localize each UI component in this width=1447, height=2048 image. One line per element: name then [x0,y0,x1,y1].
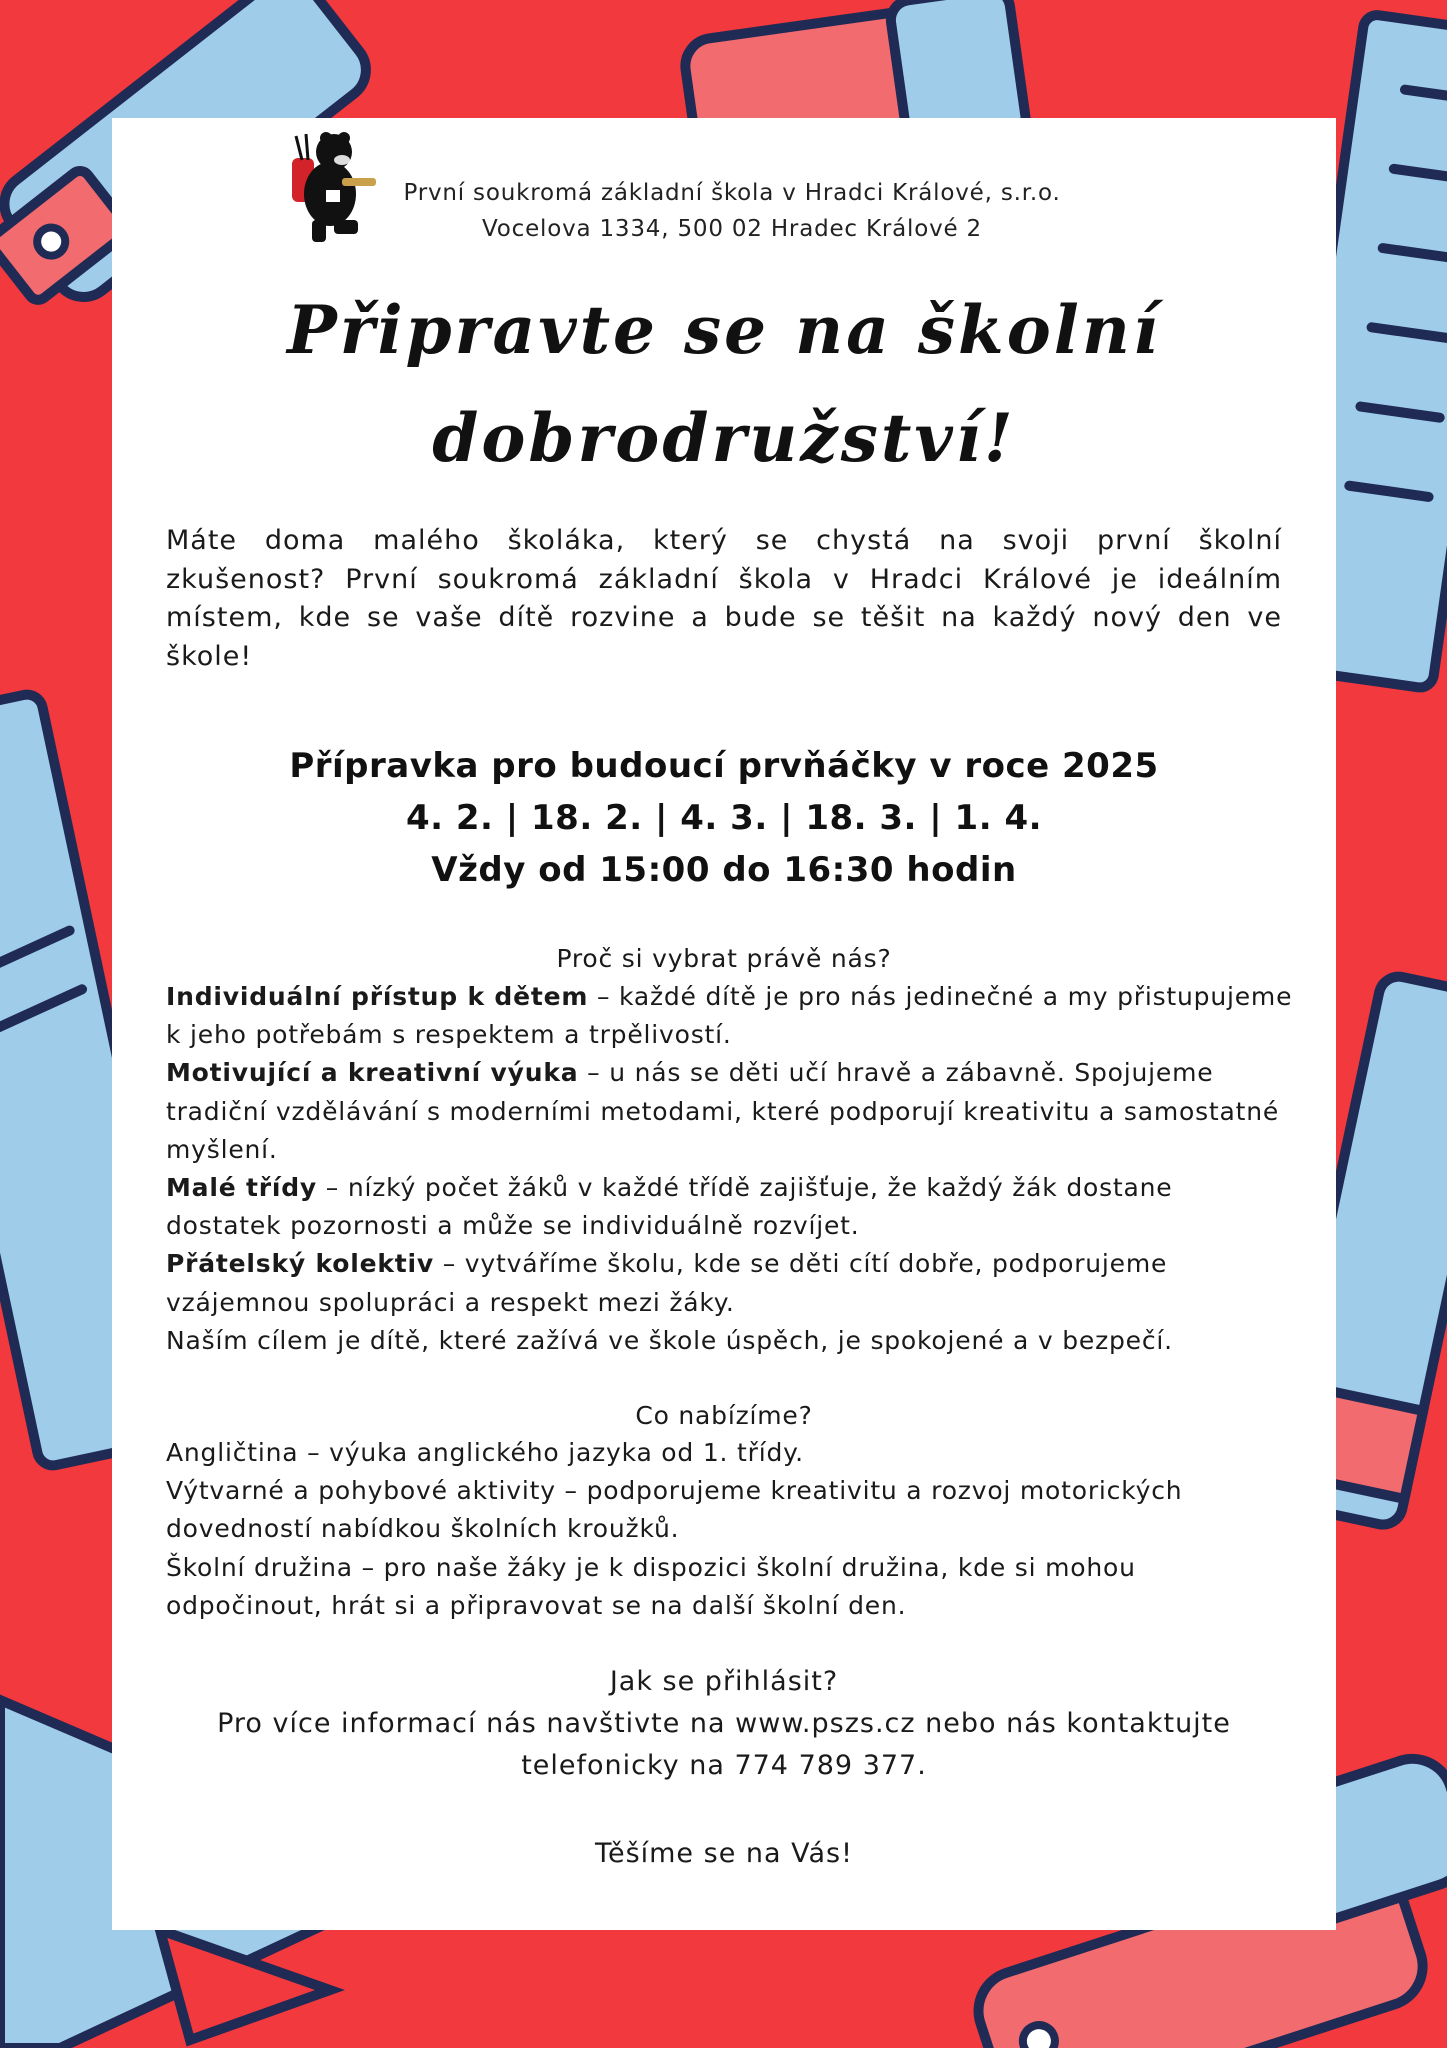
goal-text: Naším cílem je dítě, které zažívá ve škole úspěch, je spokojené a v bezpečí. [166,1325,1173,1355]
list-item [166,1054,1296,1169]
list-item-label: Motivující a kreativní výuka [166,1058,579,1088]
list-item-text: – nízký počet žáků v každé třídě zajišťuje, že každý žák dostane dostatek pozornosti a může se individuálně rozvíjet. [166,1173,1173,1241]
why-list [166,978,1296,1360]
list-item: Školní družina – pro naše žáky je k dispozici školní družina, kde si mohou odpočinout, hrát si a připravovat se na další školní den. [166,1552,1136,1620]
school-header [282,128,1182,248]
page-title [112,276,1336,492]
list-item-text: – vytváříme školu, kde se děti cítí dobře, podporujeme vzájemnou spolupráci a respekt mezi žáky. [166,1249,1168,1317]
title-line-1: Připravte se na školní [287,291,1161,369]
closing-text: Těšíme se na Vás! [595,1838,853,1869]
list-item-label: Individuální přístup k dětem [166,982,589,1011]
list-item-label: Přátelský kolektiv [166,1249,435,1279]
list-item: Výtvarné a pohybové aktivity – podporujeme kreativitu a rozvoj motorických dovedností nabídkou školních kroužků. [166,1476,1183,1544]
list-item [166,1245,1296,1321]
list-item: Angličtina – výuka anglického jazyka od 1. třídy. [166,1438,804,1467]
prep-course-block [112,740,1336,896]
prep-dates: 4. 2. | 18. 2. | 4. 3. | 18. 3. | 1. 4. [405,798,1043,838]
school-address: Vocelova 1334, 500 02 Hradec Králové 2 [482,216,982,242]
offer-heading: Co nabízíme? [635,1401,813,1430]
prep-heading: Přípravka pro budoucí prvňáčky v roce 2025 [289,746,1159,786]
flyer-card [112,118,1336,1930]
contact-line-2: telefonicky na 774 789 377. [521,1750,927,1781]
list-item-label: Malé třídy [166,1173,318,1203]
contact-line-1: Pro více informací nás navštivte na www.pszs.cz nebo nás kontaktujte [217,1708,1231,1739]
intro-paragraph: Máte doma malého školáka, který se chystá na svoji první školní zkušenost? První soukromá základní škola v Hradci Králové je ideálním místem, kde se vaše dítě rozvine a bude se těšit na každý nový den ve škole! [166,525,1282,672]
list-item-text: – každé dítě je pro nás jedinečné a my přistupujeme k jeho potřebám s respektem a trpělivostí. [166,982,1293,1050]
school-name: První soukromá základní škola v Hradci Králové, s.r.o. [403,180,1061,206]
offer-list [166,1434,1296,1625]
list-item [166,978,1296,1054]
list-item [166,1169,1296,1245]
contact-heading: Jak se přihlásit? [609,1666,839,1697]
why-heading: Proč si vybrat právě nás? [556,944,892,973]
title-line-2: dobrodružství! [432,399,1016,477]
prep-time: Vždy od 15:00 do 16:30 hodin [431,850,1017,890]
list-item-text: – u nás se děti učí hravě a zábavně. Spojujeme tradiční vzdělávání s moderními metodami, které podporují kreativitu a samostatné myšlení. [166,1058,1280,1164]
contact-block [112,1661,1336,1787]
